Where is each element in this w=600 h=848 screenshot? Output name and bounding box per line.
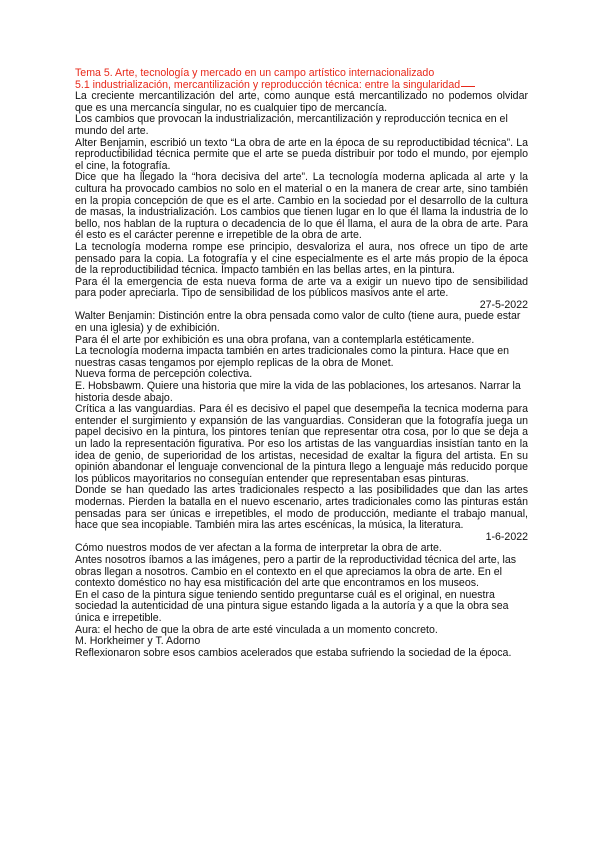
- document-page: [75, 68, 528, 659]
- paragraph: Para él la emergencia de esta nueva forma de arte va a exigir un nuevo tipo de sensibilidad para poder apreciarla. Tipo de sensibilidad de los públicos masivos ante el arte.: [75, 275, 528, 300]
- paragraph: La tecnología moderna rompe ese principio, desvaloriza el aura, nos ofrece un tipo de arte pensado para la copia. La fotografía y el cine especialmente es el arte más propio de la época de la reproductibilidad técnica. Impacto también en las bellas artes, en la pintura.: [75, 240, 528, 277]
- paragraph: Donde se han quedado las artes tradicionales respecto a las posibilidades que dan las artes modernas. Pierden la batalla en el nuevo escenario, artes tradicionales como las pinturas están pensadas para ser únicas e irrepetibles, el modo de producción, mediante el trabajo manual, hace que sea incopiable. También mira las artes escénicas, la música, la literatura.: [75, 484, 528, 532]
- paragraph: Dice que ha llegado la “hora decisiva del arte”. La tecnología moderna aplicada al arte y la cultura ha provocado cambios no solo en el material o en la manera de crear arte, sino también en la propia concepción de que es el arte. Cambio en la sociedad por el desarrollo de la cultura de masas, la industrialización. Los cambios que tienen lugar en lo que él llama la industria de lo bello, nos hablan de la ruptura o decadencia de lo que él llama, el aura de la obra de arte. Para él esto es el carácter perenne e irrepetible de la obra de arte.: [75, 171, 528, 242]
- paragraph: Nueva forma de percepción colectiva.: [75, 368, 253, 381]
- document-subtitle: 5.1 industrialización, mercantilización y reproducción técnica: entre la singularidad: [75, 78, 461, 91]
- paragraph: Reflexionaron sobre esos cambios acelerados que estaba sufriendo la sociedad de la época.: [75, 646, 512, 659]
- paragraph: Crítica a las vanguardias. Para él es decisivo el papel que desempeña la tecnica moderna para entender el surgimiento y expansión de las vanguardias. Consideran que la fotografía juega un papel decisivo en la pintura, los pintores tenían que representar otra cosa, por lo que se deja a un lado la representación figurativa. Por eso los artistas de las vanguardias insistían tanto en la idea de genio, de superioridad de los artistas, necesidad de exaltar la figura del artista. En su opinión abandonar el lenguaje convencional de la pintura llego a lenguaje más reducido porque los públicos mayoritarios no conseguían entender que representaban esas pinturas.: [75, 403, 528, 485]
- paragraph: La creciente mercantilización del arte, como aunque está mercantilizado no podemos olvidar que es una mercancía singular, no es cualquier tipo de mercancía.: [75, 90, 528, 114]
- date-marker: 27-5-2022: [479, 298, 528, 311]
- paragraph: E. Hobsbawm. Quiere una historia que mire la vida de las poblaciones, los artesanos. Narrar la historia desde abajo.: [75, 380, 521, 404]
- paragraph: La tecnología moderna impacta también en artes tradicionales como la pintura. Hace que en nuestras casas tengamos por ejemplo replicas de la obra de Monet.: [75, 345, 510, 369]
- paragraph: M. Horkheimer y T. Adorno: [75, 635, 201, 648]
- paragraph: Los cambios que provocan la industrialización, mercantilización y reproducción tecnica en el mundo del arte.: [75, 113, 508, 137]
- paragraph: Antes nosotros íbamos a las imágenes, pero a partir de la reproductividad técnica del arte, las obras llegan a nosotros. Cambio en el contexto en el que apreciamos la obra de arte. En el contexto doméstico no hay esa mistificación del arte que encontramos en los museos.: [75, 553, 517, 590]
- subtitle-rule: [461, 86, 475, 87]
- paragraph: Walter Benjamin: Distinción entre la obra pensada como valor de culto (tiene aura, puede estar en una iglesia) y de exhibición.: [75, 310, 521, 335]
- paragraph: Cómo nuestros modos de ver afectan a la forma de interpretar la obra de arte.: [75, 542, 442, 555]
- document-title: Tema 5. Arte, tecnología y mercado en un campo artístico internacionalizado: [75, 67, 435, 79]
- paragraph: En el caso de la pintura sigue teniendo sentido preguntarse cuál es el original, en nuestra sociedad la autenticidad de una pintura sigue estando ligada a la autoría y a que la obra sea única e irrepetible.: [75, 588, 509, 624]
- paragraph: Aura: el hecho de que la obra de arte esté vinculada a un momento concreto.: [75, 623, 438, 636]
- paragraph: Alter Benjamin, escribió un texto “La obra de arte en la época de su reproductibidad técnica”. La reproductibilidad técnica permite que el arte se pueda distribuir por todo el mundo, por ejemplo el cine, la fotografía.: [75, 136, 528, 172]
- date-marker: 1-6-2022: [485, 530, 528, 543]
- paragraph: Para él el arte por exhibición es una obra profana, van a contemplarla estéticamente.: [75, 333, 475, 346]
